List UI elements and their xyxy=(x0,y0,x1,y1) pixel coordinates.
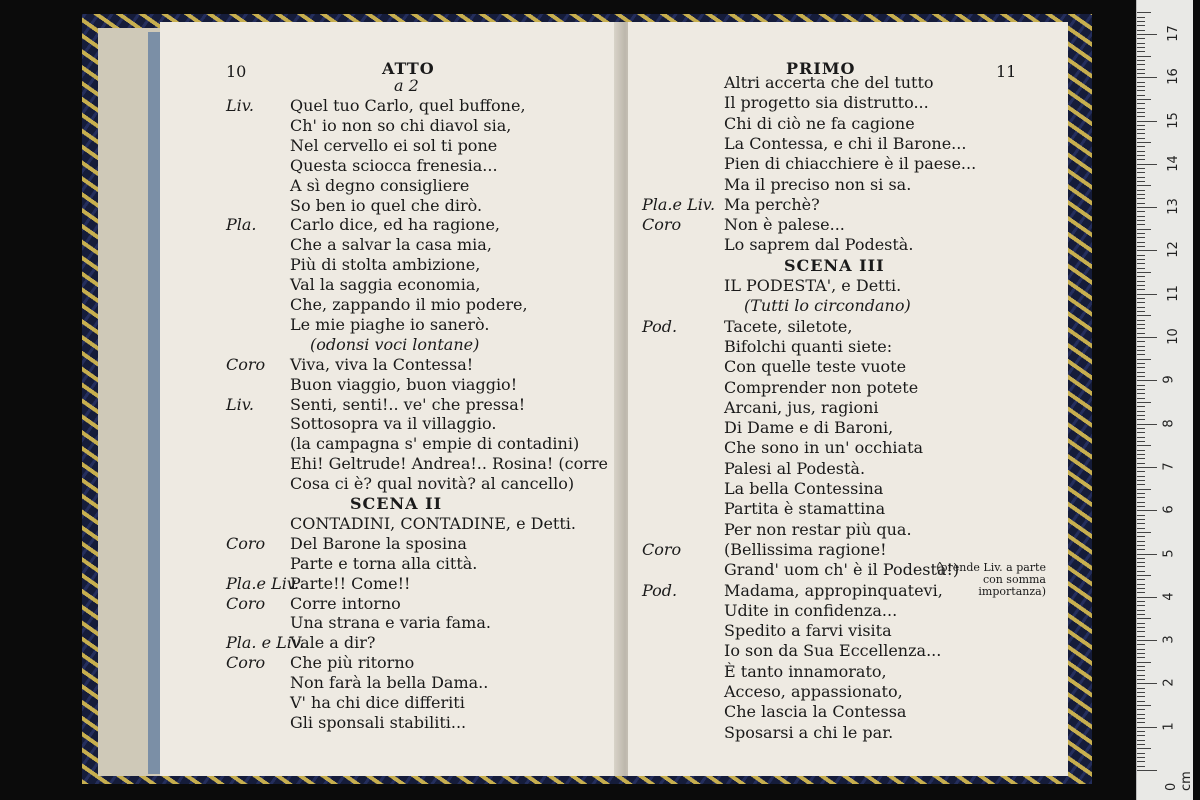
verse-line: Corre intorno xyxy=(290,593,401,613)
verse-line: Io son da Sua Eccellenza... xyxy=(724,641,942,661)
ruler-label: 17 xyxy=(1165,25,1181,42)
ruler-tick xyxy=(1137,683,1157,684)
verse-line: Con quelle teste vuote xyxy=(724,357,907,377)
ruler-tick xyxy=(1137,56,1151,57)
ruler-tick xyxy=(1137,753,1145,754)
ruler-tick xyxy=(1137,121,1157,122)
ruler-tick xyxy=(1137,255,1145,256)
verse-line: Che a salvar la casa mia, xyxy=(290,235,492,255)
ruler-tick xyxy=(1137,688,1145,689)
verse-line: (Tutti lo circondano) xyxy=(744,296,911,316)
speaker-label: Pla. xyxy=(226,215,257,235)
ruler-tick xyxy=(1137,502,1145,503)
verse-line: Comprender non potete xyxy=(724,377,919,397)
ruler-tick xyxy=(1137,618,1151,619)
ruler-tick xyxy=(1137,172,1145,173)
ruler-tick xyxy=(1137,276,1145,277)
ruler-tick xyxy=(1137,735,1145,736)
ruler-tick xyxy=(1137,354,1145,355)
ruler-tick xyxy=(1137,116,1145,117)
ruler-tick xyxy=(1137,47,1145,48)
ruler-tick xyxy=(1137,549,1145,550)
left-page xyxy=(160,22,622,776)
verse-line: Che lascia la Contessa xyxy=(724,702,907,722)
ruler-tick xyxy=(1137,601,1145,602)
ruler-tick xyxy=(1137,653,1145,654)
ruler-tick xyxy=(1137,566,1145,567)
verse-line: Sposarsi a chi le par. xyxy=(724,722,894,742)
ruler-tick xyxy=(1137,30,1145,31)
ruler-tick xyxy=(1137,190,1145,191)
speaker-label: Coro xyxy=(226,533,266,553)
verse-line: Vale a dir? xyxy=(290,633,376,653)
ruler-tick xyxy=(1137,640,1157,641)
ruler-tick xyxy=(1137,298,1145,299)
verse-line: Acceso, appassionato, xyxy=(724,682,903,701)
verse-line: Buon viaggio, buon viaggio! xyxy=(290,374,518,394)
verse-line: IL PODESTA', e Detti. xyxy=(724,276,902,295)
ruler-tick xyxy=(1137,333,1145,334)
ruler-tick xyxy=(1137,385,1145,386)
ruler-tick xyxy=(1137,450,1145,451)
ruler-tick xyxy=(1137,636,1145,637)
page-header: PRIMO xyxy=(786,59,856,78)
verse-line: Val la saggia economia, xyxy=(290,275,481,295)
ruler-tick xyxy=(1137,415,1145,416)
verse-line: Ehi! Geltrude! Andrea!.. Rosina! (corre xyxy=(290,454,609,474)
ruler-tick xyxy=(1137,649,1145,650)
ruler-tick xyxy=(1137,614,1145,615)
ruler-tick xyxy=(1137,194,1145,195)
ruler-tick xyxy=(1137,177,1145,178)
ruler-tick xyxy=(1137,722,1145,723)
ruler-tick xyxy=(1137,740,1145,741)
ruler-label: 13 xyxy=(1165,198,1181,215)
ruler-tick xyxy=(1137,328,1145,329)
verse-line: Una strana e varia fama. xyxy=(290,613,491,633)
verse-line: Carlo dice, ed ha ragione, xyxy=(290,215,500,235)
ruler-tick xyxy=(1137,714,1145,715)
verse-line: Nel cervello ei sol ti pone xyxy=(290,135,498,155)
ruler-tick xyxy=(1137,233,1145,234)
ruler-tick xyxy=(1137,159,1145,160)
ruler-tick xyxy=(1137,86,1145,87)
ruler-label: 4 xyxy=(1161,592,1177,601)
ruler-tick xyxy=(1137,592,1145,593)
ruler-label: 1 xyxy=(1161,722,1177,731)
ruler-tick xyxy=(1137,90,1145,91)
ruler-tick xyxy=(1137,441,1145,442)
ruler-tick xyxy=(1137,246,1145,247)
ruler-tick xyxy=(1137,142,1151,143)
ruler-tick xyxy=(1137,584,1145,585)
ruler-tick xyxy=(1137,432,1145,433)
ruler-tick xyxy=(1137,727,1157,728)
ruler-tick xyxy=(1137,445,1151,446)
verse-line: La bella Contessina xyxy=(724,479,884,498)
ruler-tick xyxy=(1137,294,1157,295)
ruler-tick xyxy=(1137,34,1157,35)
ruler-label: 2 xyxy=(1161,678,1177,688)
ruler-tick xyxy=(1137,454,1145,455)
verse-line: Altri accerta che del tutto xyxy=(724,73,934,92)
ruler-tick xyxy=(1137,411,1145,412)
ruler-tick xyxy=(1137,476,1145,477)
ruler-tick xyxy=(1137,515,1145,516)
verse-line: Parte!! Come!! xyxy=(290,573,411,593)
ruler-tick xyxy=(1137,528,1145,529)
verse-line: Bifolchi quanti siete: xyxy=(724,336,893,356)
speaker-label: Pod. xyxy=(642,316,678,336)
ruler-tick xyxy=(1137,675,1145,676)
verse-line: Di Dame e di Baroni, xyxy=(724,418,894,438)
verse-line: Che più ritorno xyxy=(290,653,415,673)
ruler-label: 0 cm xyxy=(1164,771,1194,791)
verse-line: Per non restar più qua. xyxy=(724,519,912,539)
ruler-tick xyxy=(1137,133,1145,134)
ruler-tick xyxy=(1137,605,1145,606)
ruler-tick xyxy=(1137,181,1145,182)
ruler-tick xyxy=(1137,203,1145,204)
ruler-tick xyxy=(1137,60,1145,61)
ruler-label: 3 xyxy=(1161,635,1177,644)
ruler-tick xyxy=(1137,311,1145,312)
speaker-label: Liv. xyxy=(226,394,254,414)
ruler-tick xyxy=(1137,43,1145,44)
ruler-tick xyxy=(1137,424,1157,425)
ruler-tick xyxy=(1137,25,1145,26)
ruler-tick xyxy=(1137,471,1145,472)
right-page xyxy=(628,22,1068,776)
speaker-label: Pla.e Liv. xyxy=(226,573,300,593)
ruler-tick xyxy=(1137,272,1151,273)
speaker-label: Coro xyxy=(226,653,266,673)
verse-line: CONTADINI, CONTADINE, e Detti. xyxy=(290,513,576,533)
ruler-tick xyxy=(1137,112,1145,113)
ruler-tick xyxy=(1137,571,1145,572)
ruler-tick xyxy=(1137,380,1157,381)
stage-direction: (prende Liv. a parte con somma importanza) xyxy=(936,561,1046,598)
ruler-tick xyxy=(1137,337,1157,338)
verse-line: Senti, senti!.. ve' che pressa! xyxy=(290,394,526,414)
ruler-tick xyxy=(1137,731,1145,732)
verse-line: So ben io quel che dirò. xyxy=(290,195,483,215)
ruler-tick xyxy=(1137,376,1145,377)
verse-line: V' ha chi dice differiti xyxy=(290,693,465,712)
verse-line: Quel tuo Carlo, quel buffone, xyxy=(290,96,526,115)
speaker-label: Coro xyxy=(226,593,266,613)
verse-line: (Bellissima ragione! xyxy=(724,539,887,559)
ruler-tick xyxy=(1137,458,1145,459)
ruler-tick xyxy=(1137,748,1151,749)
ruler-tick xyxy=(1137,545,1145,546)
verse-line: Chi di ciò ne fa cagione xyxy=(724,113,915,133)
ruler-tick xyxy=(1137,757,1145,758)
ruler-tick xyxy=(1137,670,1145,671)
verse-line: (la campagna s' empie di contadini) xyxy=(290,434,580,454)
ruler-tick xyxy=(1137,216,1145,217)
ruler-label: 9 xyxy=(1161,375,1177,384)
ruler-tick xyxy=(1137,692,1145,693)
ruler-tick xyxy=(1137,419,1145,420)
ruler-tick xyxy=(1137,12,1151,13)
ruler-label: 10 xyxy=(1165,328,1181,345)
ruler-label: 7 xyxy=(1161,462,1177,471)
ruler-tick xyxy=(1137,623,1145,624)
verse-line: SCENA III xyxy=(784,255,885,275)
verse-line: Che sono in un' occhiata xyxy=(724,438,924,458)
ruler-tick xyxy=(1137,324,1145,325)
ruler-tick xyxy=(1137,146,1145,147)
ruler-tick xyxy=(1137,281,1145,282)
ruler-tick xyxy=(1137,307,1145,308)
ruler-tick xyxy=(1137,480,1145,481)
ruler-tick xyxy=(1137,259,1145,260)
speaker-label: Pla.e Liv. xyxy=(642,194,716,214)
ruler-tick xyxy=(1137,696,1145,697)
ruler-tick xyxy=(1137,631,1145,632)
ruler-tick xyxy=(1137,532,1151,533)
verse-line: Tacete, siletote, xyxy=(724,316,853,336)
ruler-label: 12 xyxy=(1165,241,1181,259)
ruler-tick xyxy=(1137,125,1145,126)
verse-line: Del Barone la sposina xyxy=(290,533,467,553)
ruler-tick xyxy=(1137,428,1145,429)
ruler-tick xyxy=(1137,302,1145,303)
ruler-tick xyxy=(1137,82,1145,83)
page-number: 10 xyxy=(226,62,247,81)
verse-line: Pien di chiacchiere è il paese... xyxy=(724,154,977,174)
speaker-label: Coro xyxy=(642,539,682,559)
ruler-tick xyxy=(1137,627,1145,628)
ruler-tick xyxy=(1137,506,1145,507)
ruler-tick xyxy=(1137,484,1145,485)
ruler-tick xyxy=(1137,341,1145,342)
ruler-tick xyxy=(1137,211,1145,212)
ruler-tick xyxy=(1137,761,1145,762)
ruler-tick xyxy=(1137,536,1145,537)
verse-line: Sottosopra va il villaggio. xyxy=(290,414,497,434)
ruler-tick xyxy=(1137,389,1145,390)
ruler-tick xyxy=(1137,103,1145,104)
verse-line: Ch' io non so chi diavol sia, xyxy=(290,115,512,135)
ruler-label: 14 xyxy=(1165,155,1181,172)
ruler-label: 8 xyxy=(1161,418,1177,428)
verse-line: Lo saprem dal Podestà. xyxy=(724,235,914,255)
ruler-tick xyxy=(1137,705,1151,706)
ruler-tick xyxy=(1137,558,1145,559)
verse-line: SCENA II xyxy=(350,494,443,513)
ruler-tick xyxy=(1137,17,1145,18)
ruler-tick xyxy=(1137,402,1151,403)
ruler-tick xyxy=(1137,541,1145,542)
verse-line: Le mie piaghe io sanerò. xyxy=(290,314,490,334)
verse-line: La Contessa, e chi il Barone... xyxy=(724,133,967,153)
speaker-label: Pod. xyxy=(642,580,678,600)
ruler-tick xyxy=(1137,493,1145,494)
ruler-tick xyxy=(1137,709,1145,710)
ruler-tick xyxy=(1137,99,1151,100)
ruler-tick xyxy=(1137,207,1157,208)
ruler-tick xyxy=(1137,497,1145,498)
verse-line: Parte e torna alla città. xyxy=(290,553,478,573)
page-header: ATTO xyxy=(382,59,435,78)
verse-line: Madama, appropinquatevi, xyxy=(724,580,943,600)
ruler-tick xyxy=(1137,73,1145,74)
ruler-tick xyxy=(1137,263,1145,264)
ruler-tick xyxy=(1137,242,1145,243)
verse-line: Non farà la bella Dama.. xyxy=(290,673,489,693)
ruler-tick xyxy=(1137,346,1145,347)
verse-line: Palesi al Podestà. xyxy=(724,458,866,478)
verse-line: (odonsi voci lontane) xyxy=(310,334,480,354)
verse-line: È tanto innamorato, xyxy=(724,661,887,681)
ruler-tick xyxy=(1137,359,1151,360)
ruler-tick xyxy=(1137,562,1145,563)
verse-line: Più di stolta ambizione, xyxy=(290,255,481,275)
ruler-tick xyxy=(1137,21,1145,22)
page-number: 11 xyxy=(996,62,1017,81)
ruler-tick xyxy=(1137,363,1145,364)
verse-line: Arcani, jus, ragioni xyxy=(724,397,879,417)
ruler-tick xyxy=(1137,393,1145,394)
verse-line: Gli sponsali stabiliti... xyxy=(290,712,467,732)
ruler-tick xyxy=(1137,718,1145,719)
ruler-tick xyxy=(1137,224,1145,225)
ruler-tick xyxy=(1137,315,1151,316)
verse-line: Ma perchè? xyxy=(724,194,820,214)
ruler-tick xyxy=(1137,64,1145,65)
verse-line: Che, zappando il mio podere, xyxy=(290,295,528,314)
ruler-tick xyxy=(1137,237,1145,238)
ruler-tick xyxy=(1137,168,1145,169)
ruler-tick xyxy=(1137,597,1157,598)
ruler-tick xyxy=(1137,489,1151,490)
ruler-tick xyxy=(1137,770,1157,771)
ruler-tick xyxy=(1137,437,1145,438)
verse-line: Udite in confidenza... xyxy=(724,600,898,620)
speaker-label: Pla. e Liv. xyxy=(226,633,305,653)
ruler-tick xyxy=(1137,372,1145,373)
ruler-tick xyxy=(1137,129,1145,130)
ruler-tick xyxy=(1137,350,1145,351)
ruler-tick xyxy=(1137,610,1145,611)
verse-line: Cosa ci è? qual novità? al cancello) xyxy=(290,474,575,494)
ruler-tick xyxy=(1137,657,1145,658)
ruler-tick xyxy=(1137,662,1151,663)
verse-line: Il progetto sia distrutto... xyxy=(724,93,929,113)
ruler-tick xyxy=(1137,406,1145,407)
ruler-tick xyxy=(1137,579,1145,580)
verse-line: A sì degno consigliere xyxy=(290,175,470,195)
ruler-tick xyxy=(1137,510,1157,511)
ruler-tick xyxy=(1137,268,1145,269)
ruler-tick xyxy=(1137,198,1145,199)
verse-line: Spedito a farvi visita xyxy=(724,621,892,641)
verse-line: Partita è stamattina xyxy=(724,499,886,519)
speaker-label: Coro xyxy=(226,354,266,374)
ruler-tick xyxy=(1137,320,1145,321)
ruler-tick xyxy=(1137,138,1145,139)
ruler-label: 5 xyxy=(1161,548,1177,558)
verse-line: Viva, viva la Contessa! xyxy=(290,354,474,374)
speaker-label: Liv. xyxy=(226,96,254,115)
ruler-tick xyxy=(1137,77,1157,78)
ruler-tick xyxy=(1137,69,1145,70)
ruler-tick xyxy=(1137,185,1151,186)
ruler-label: 6 xyxy=(1161,505,1177,514)
ruler-tick xyxy=(1137,666,1145,667)
ruler-tick xyxy=(1137,229,1151,230)
verse-line: Ma il preciso non si sa. xyxy=(724,174,912,194)
ruler-tick xyxy=(1137,766,1145,767)
ruler-tick xyxy=(1137,467,1157,468)
ruler-tick xyxy=(1137,679,1145,680)
verse-line: Non è palese... xyxy=(724,215,845,235)
ruler-tick xyxy=(1137,38,1145,39)
ruler-label: 16 xyxy=(1165,68,1181,85)
measuring-ruler xyxy=(1136,0,1193,800)
ruler-tick xyxy=(1137,95,1145,96)
verse-line: Questa sciocca frenesia... xyxy=(290,155,498,175)
ruler-tick xyxy=(1137,575,1151,576)
ruler-tick xyxy=(1137,51,1145,52)
ruler-tick xyxy=(1137,250,1157,251)
ruler-tick xyxy=(1137,523,1145,524)
speaker-label: Coro xyxy=(642,215,682,235)
ruler-tick xyxy=(1137,463,1145,464)
ruler-tick xyxy=(1137,289,1145,290)
ruler-tick xyxy=(1137,744,1145,745)
ruler-tick xyxy=(1137,285,1145,286)
ruler-label: 15 xyxy=(1165,111,1181,129)
ruler-tick xyxy=(1137,108,1145,109)
ruler-tick xyxy=(1137,588,1145,589)
verse-line: Grand' uom ch' è il Podestà!) xyxy=(724,560,960,580)
ruler-label: 11 xyxy=(1165,284,1181,302)
ruler-tick xyxy=(1137,220,1145,221)
ruler-tick xyxy=(1137,398,1145,399)
ruler-tick xyxy=(1137,701,1145,702)
ruler-tick xyxy=(1137,519,1145,520)
ruler-tick xyxy=(1137,367,1145,368)
ruler-tick xyxy=(1137,554,1157,555)
ruler-tick xyxy=(1137,164,1157,165)
ruler-tick xyxy=(1137,644,1145,645)
page-subheader: a 2 xyxy=(394,76,419,95)
ruler-tick xyxy=(1137,151,1145,152)
ruler-tick xyxy=(1137,155,1145,156)
